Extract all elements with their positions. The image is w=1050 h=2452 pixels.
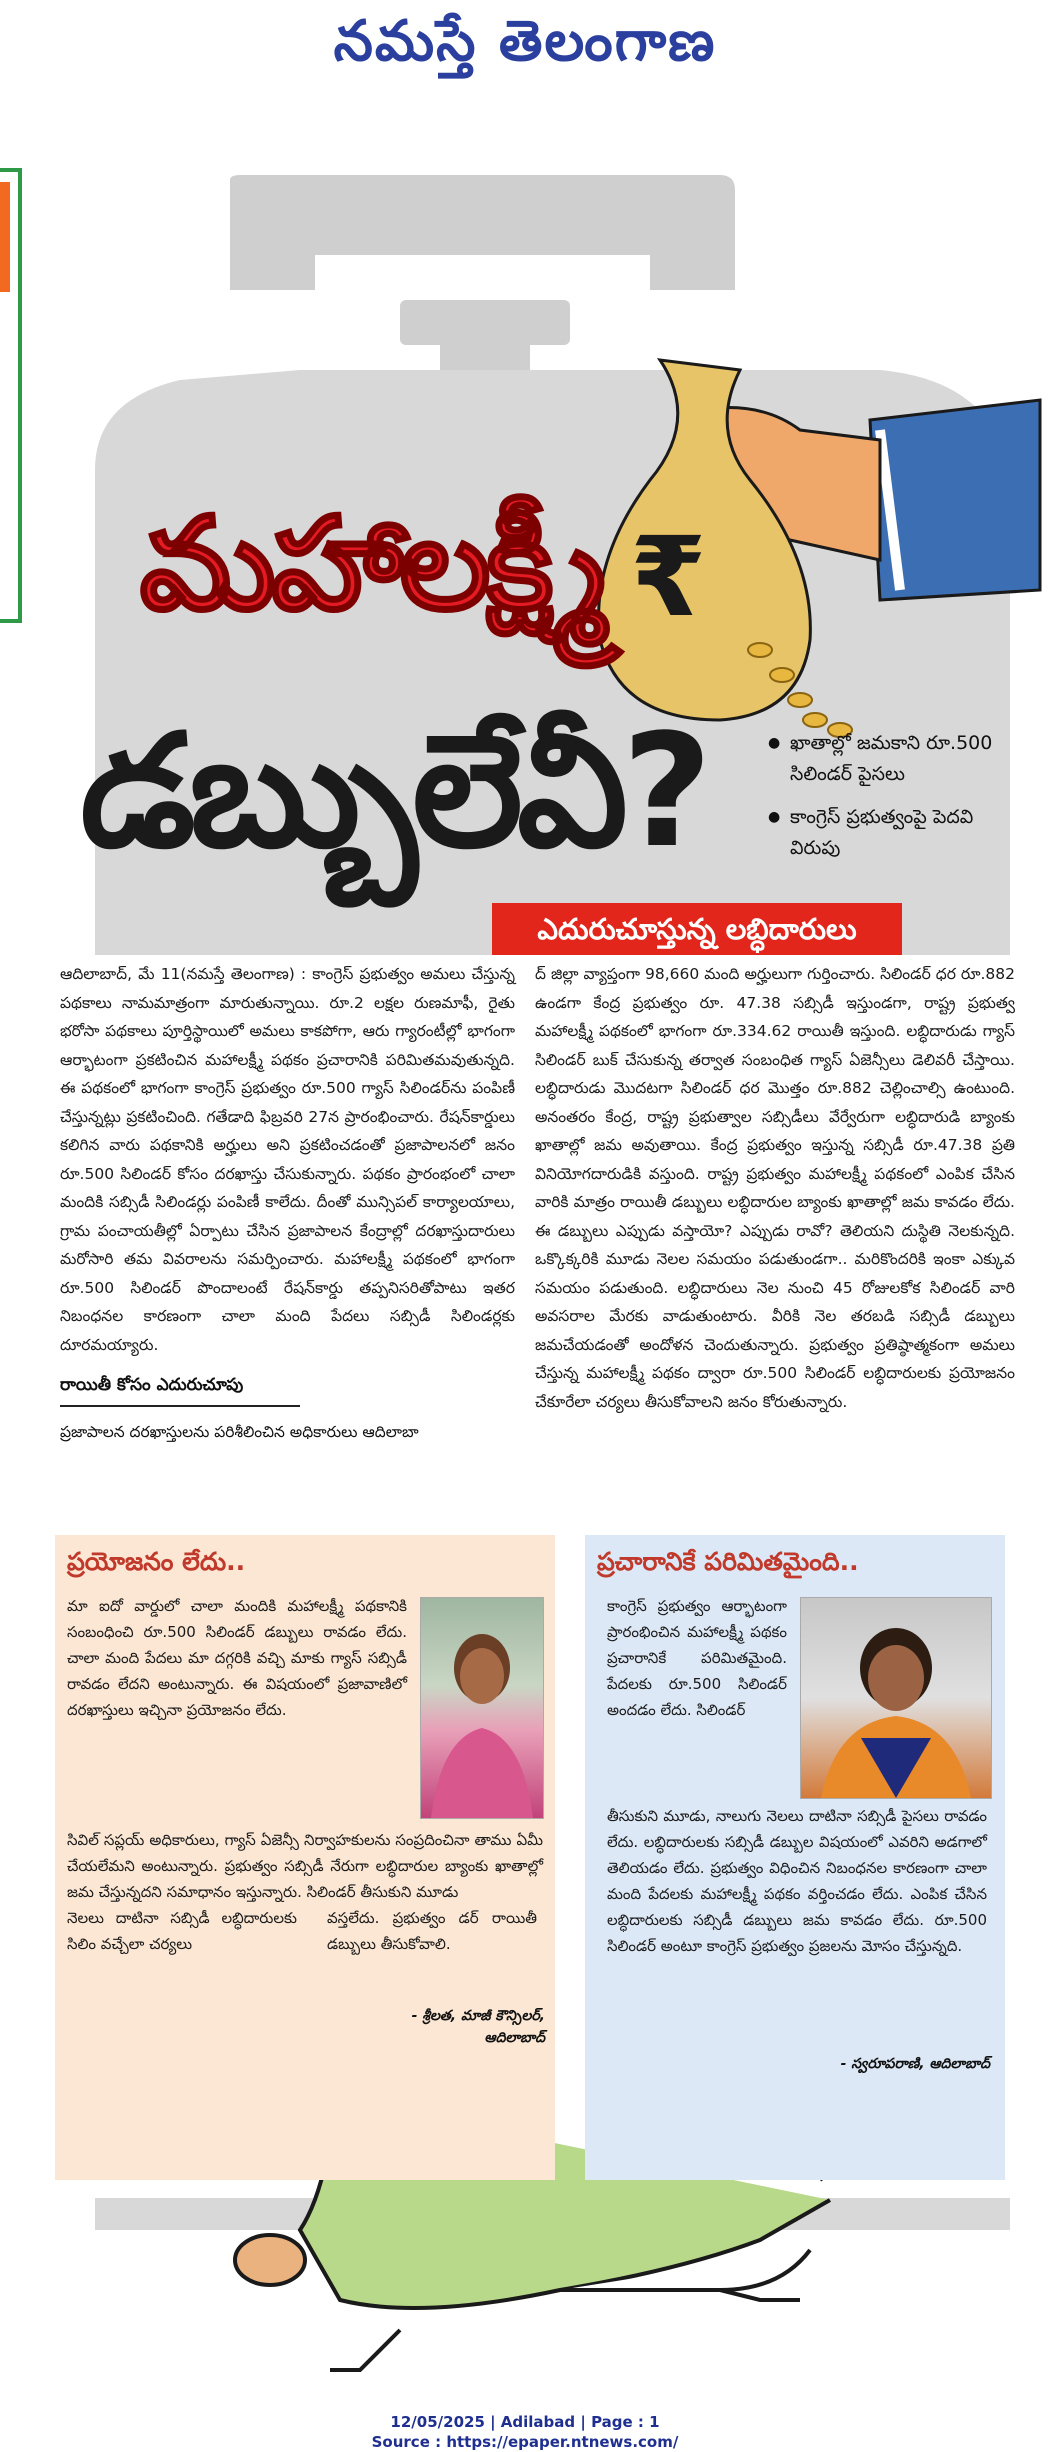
- quote-credit: - శ్రీలత, మాజీ కౌన్సిలర్, ఆదిలాబాద్: [411, 2008, 545, 2046]
- side-strip: [0, 168, 22, 623]
- article-column-1-continued: ప్రజాపాలన దరఖాస్తులను పరిశీలించిన అధికారులు ఆదిలాబా: [60, 1423, 419, 1441]
- bullet-item: ● ఖాతాల్లో జమకాని రూ.500 సిలిండర్ పైసలు: [768, 728, 1028, 790]
- footer-source: Source : https://epaper.ntnews.com/: [371, 2433, 679, 2451]
- cylinder-valve: [400, 300, 570, 345]
- quote-credit: - స్వరూపరాణి, ఆదిలాబాద్: [840, 2056, 990, 2072]
- quote-box-right: [585, 1535, 1005, 2180]
- quote-box-title: ప్రచారానికే పరిమితమైంది..: [597, 1547, 859, 1576]
- quote-text: నెలలు దాటినా సబ్సిడీ లబ్ధిదారులకు సిలిం వచ్చేలా చర్యలు: [67, 1909, 297, 1953]
- subcaption: రాయితీ కోసం ఎదురుచూపు: [60, 1375, 244, 1395]
- portrait-photo: [420, 1597, 544, 1819]
- article-column-2: ద్ జిల్లా వ్యాప్తంగా 98,660 మంది అర్హులుగా గుర్తించారు. సిలిండర్ ధర రూ.882 ఉండగా కేంద్ర ప్రభుత్వం రూ. 47.38 సబ్సిడీ ఇస్తుండగా, రాష్ట్ర ప్రభుత్వ మహాలక్ష్మీ పథకంలో భాగంగా రూ.334.62 రాయితీ ఇస్తుంది. లబ్ధిదారుడు గ్యాస్ సిలిండర్ బుక్ చేసుకున్న తర్వాత సంబంధిత గ్యాస్ ఏజెన్సీలు డెలివరీ చేస్తాయి. లబ్ధిదారుడు మొదటగా సిలిండర్ ధర మొత్తం రూ.882 చెల్లించాల్సి ఉంటుంది. అనంతరం కేంద్ర, రాష్ట్ర ప్రభుత్వాల సబ్సిడీలు వేర్వేరుగా లబ్ధిదారుడి బ్యాంకు ఖాతాల్లో జమ అవుతాయి. కేంద్ర ప్రభుత్వం ఇస్తున్న సబ్సిడీ రూ.47.38 ప్రతి వినియోగదారుడికి వస్తుంది. రాష్ట్ర ప్రభుత్వం మహాలక్ష్మీ పథకంలో ఎంపిక చేసిన వారికి మాత్రం రాయితీ డబ్బులు లబ్ధిదారుల బ్యాంకు ఖాతాల్లో జమ కావడం లేదు. ఈ డబ్బులు ఎప్పుడు వస్తాయో? ఎప్పుడు రావో? తెలియని దుస్థితి నెలకున్నది. ఒక్కొక్కరికి మూడు నెలల సమయం పడుతుండగా.. మరికొందరికి ఇంకా ఎక్కువ సమయం పడుతుంది. లబ్ధిదారులు నెల నుంచి 45 రోజులకోక సిలిండర్ వారి అవసరాల మేరకు వాడుతుంటారు. వీరికి నెల తరబడి సబ్సిడీ డబ్బులు జమచేయడంతో అందోళన చెందుతున్నారు. ప్రభుత్వం ప్రతిష్ఠాత్మకంగా అమలు చేస్తున్న మహాలక్ష్మీ పథకం ద్వారా రూ.500 సిలిండర్ లబ్ధిదారులకు ప్రయోజనం చేకూరేలా చర్యలు తీసుకోవాలని జనం కోరుతున్నారు.: [535, 965, 1015, 1411]
- masthead: నమస్తే తెలంగాణ: [333, 8, 717, 74]
- subcaption-underline: [60, 1405, 300, 1407]
- quote-text: వస్తలేదు. ప్రభుత్వం డర్ రాయితీ డబ్బులు తీసుకోవాలి.: [327, 1909, 537, 1953]
- bullet-list: [768, 728, 1028, 876]
- subhead: ఎదురుచూస్తున్న లబ్ధిదారులు: [492, 903, 902, 955]
- headline-line2: డబ్బులేవీ?: [80, 700, 707, 882]
- quote-text: కాంగ్రెస్ ప్రభుత్వం ఆర్భాటంగా ప్రారంభించిన మహాలక్ష్మీ పథకం ప్రచారానికే పరిమితమైంది. పేదలకు రూ.500 సిలిండర్ అందడం లేదు. సిలిండర్: [607, 1597, 787, 1719]
- quote-box-left: [55, 1535, 555, 2180]
- quote-box-title: ప్రయోజనం లేదు..: [67, 1547, 246, 1576]
- portrait-photo: [800, 1597, 992, 1799]
- footer-date-edition: 12/05/2025 | Adilabad | Page : 1: [390, 2413, 660, 2431]
- quote-text: తీసుకుని మూడు, నాలుగు నెలలు దాటినా సబ్సిడీ పైసలు రావడం లేదు. లబ్ధిదారులకు సబ్సిడీ డబ్బుల విషయంలో ఎవరిని అడగాలో తెలియడం లేదు. ప్రభుత్వం విధించిన నిబంధనల కారణంగా చాలా మంది పేదలకు మహాలక్ష్మీ పథకం వర్తించడం లేదు. ఎంపిక చేసిన లబ్ధిదారులకు సబ్సిడీ డబ్బులు జమ కావడం లేదు. రూ.500 సిలిండర్ అంటూ కాంగ్రెస్ ప్రభుత్వం ప్రజలను మోసం చేస్తున్నది.: [607, 1807, 987, 1955]
- rupee-icon: ₹: [630, 513, 707, 641]
- cylinder-handle: [230, 175, 735, 290]
- headline-line1: మహాలక్ష్మీ: [140, 490, 603, 639]
- quote-text: సివిల్ సప్లయ్ అధికారులు, గ్యాస్ ఏజెన్సీ నిర్వాహకులను సంప్రదించినా తాము ఏమీ చేయలేమని అంటున్నారు. ప్రభుత్వం సబ్సిడీ నేరుగా లబ్ధిదారుల బ్యాంకు ఖాతాల్లో జమ చేస్తున్నదని సమాధానం ఇస్తున్నారు. సిలిండర్ తీసుకుని మూడు: [67, 1831, 543, 1901]
- quote-text: మా ఐదో వార్డులో చాలా మందికి మహాలక్ష్మీ పథకానికి సంబంధించి రూ.500 సిలిండర్ డబ్బులు రావడం లేదు. చాలా మంది పేదలు మా దగ్గరికి వచ్చి మాకు గ్యాస్ సబ్సిడీ రావడం లేదని అంటున్నారు. ఈ విషయంలో ప్రజావాణిలో దరఖాస్తులు ఇచ్చినా ప్రయోజనం లేదు.: [67, 1597, 407, 1719]
- article-column-1: ఆదిలాబాద్, మే 11(నమస్తే తెలంగాణ) : కాంగ్రెస్ ప్రభుత్వం అమలు చేస్తున్న పథకాలు నామమాత్రంగా మారుతున్నాయి. రూ.2 లక్షల రుణమాఫీ, రైతు భరోసా పథకాలు పూర్తిస్థాయిలో అమలు కాకపోగా, ఆరు గ్యారంటీల్లో భాగంగా ఆర్భాటంగా ప్రకటించిన మహాలక్ష్మీ పథకం ప్రచారానికి పరిమితమవుతున్నది. ఈ పథకంలో భాగంగా కాంగ్రెస్ ప్రభుత్వం రూ.500 గ్యాస్ సిలిండర్‌ను పంపిణీ చేస్తున్నట్లు ప్రకటించింది. గతేడాది ఫిబ్రవరి 27న ప్రారంభించారు. రేషన్‌కార్డులు కలిగిన వారు పథకానికి అర్హులు అని ప్రకటించడంతో ప్రజాపాలనలో జనం రూ.500 సిలిండర్ కోసం దరఖాస్తు చేసుకున్నారు. పథకం ప్రారంభంలో చాలా మందికి సబ్సిడీ సిలిండర్లు పంపిణీ కాలేదు. దీంతో మున్సిపల్ కార్యాలయాలు, గ్రామ పంచాయతీల్లో ఏర్పాటు చేసిన ప్రజాపాలన కేంద్రాల్లో దరఖాస్తుదారులు మరోసారి తమ వివరాలను సమర్పించారు. మహాలక్ష్మీ పథకంలో భాగంగా రూ.500 సిలిండర్ పొందాలంటే రేషన్‌కార్డు తప్పనిసరితోపాటు ఇతర నిబంధనల కారణంగా చాలా మంది పేదలు సబ్సిడీ సిలిండర్లకు దూరమయ్యారు.: [60, 965, 515, 1354]
- bullet-item: ● కాంగ్రెస్ ప్రభుత్వంపై పెదవి విరుపు: [768, 802, 1028, 864]
- page-footer: [0, 2412, 1050, 2452]
